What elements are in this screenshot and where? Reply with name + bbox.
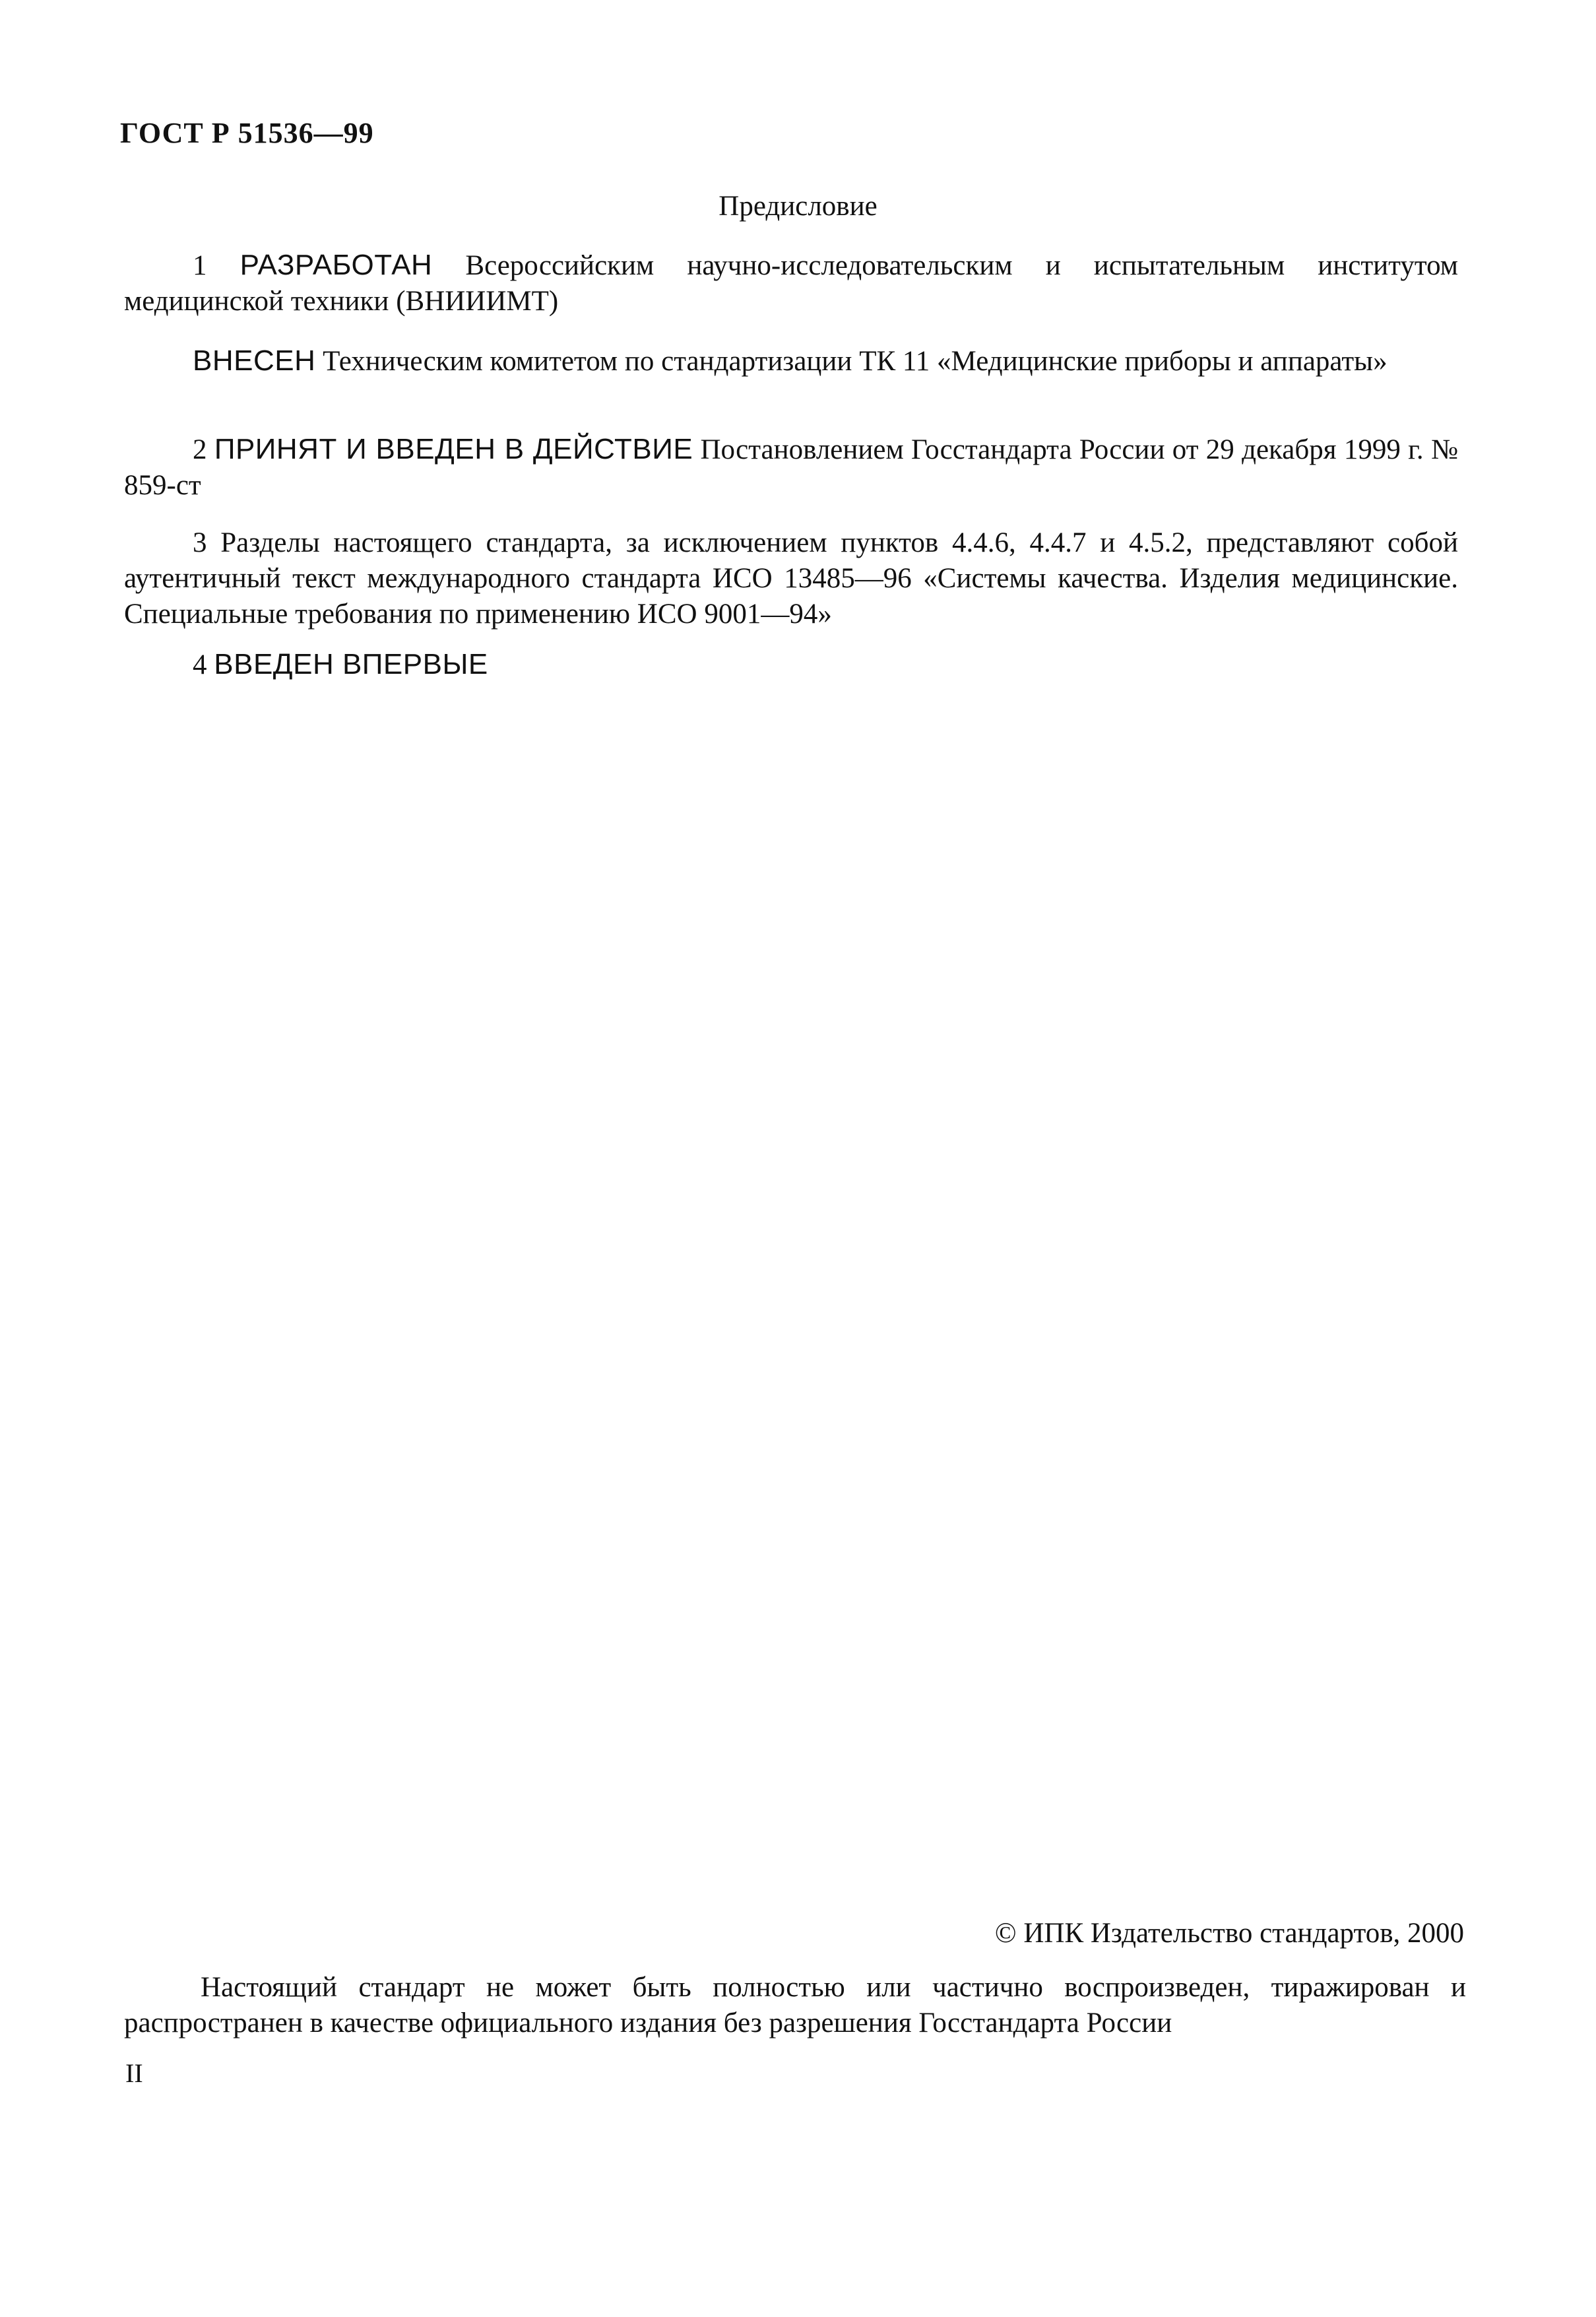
item-text: Техническим комитетом по стандартизации ТК 11 «Медицинские приборы и аппараты»	[323, 346, 1388, 377]
reproduction-notice: Настоящий стандарт не может быть полностью или частично воспроизведен, тиражирован и распространен в качестве официального издания без разрешения Госстандарта России	[124, 1972, 1466, 2039]
preface-item-3	[124, 525, 1458, 632]
copyright-line: © ИПК Издательство стандартов, 2000	[994, 1918, 1464, 1949]
item-text: Всероссийским научно-исследовательским и испытательным институтом медицинской техники (ВНИИИМТ)	[124, 250, 1459, 317]
item-text: Разделы настоящего стандарта, за исключением пунктов 4.4.6, 4.4.7 и 4.5.2, представляют собой аутентичный текст международного стандарта ИСО 13485—96 «Системы качества. Изделия медицинские. Специальные требования по применению ИСО 9001—94»	[124, 527, 1458, 630]
item-number: 2	[193, 434, 207, 465]
item-number: 1	[193, 250, 207, 281]
item-number: 3	[193, 527, 207, 558]
preface-title: Предисловие	[718, 191, 878, 222]
item-number: 4	[193, 649, 207, 680]
standard-code: ГОСТ Р 51536—99	[120, 117, 374, 149]
item-lead: ВВЕДЕН ВПЕРВЫЕ	[214, 648, 488, 680]
preface-item-introduced	[124, 343, 1458, 379]
preface-item-2	[124, 432, 1458, 504]
item-lead: ПРИНЯТ И ВВЕДЕН В ДЕЙСТВИЕ	[214, 433, 693, 465]
item-lead: РАЗРАБОТАН	[239, 249, 433, 281]
preface-item-4	[124, 647, 1458, 683]
page-number: II	[125, 2058, 143, 2088]
item-lead: ВНЕСЕН	[193, 344, 316, 377]
preface-item-1	[124, 247, 1458, 319]
item-text: Постановлением Госстандарта России от 29 декабря 1999 г. № 859-ст	[124, 434, 1459, 501]
